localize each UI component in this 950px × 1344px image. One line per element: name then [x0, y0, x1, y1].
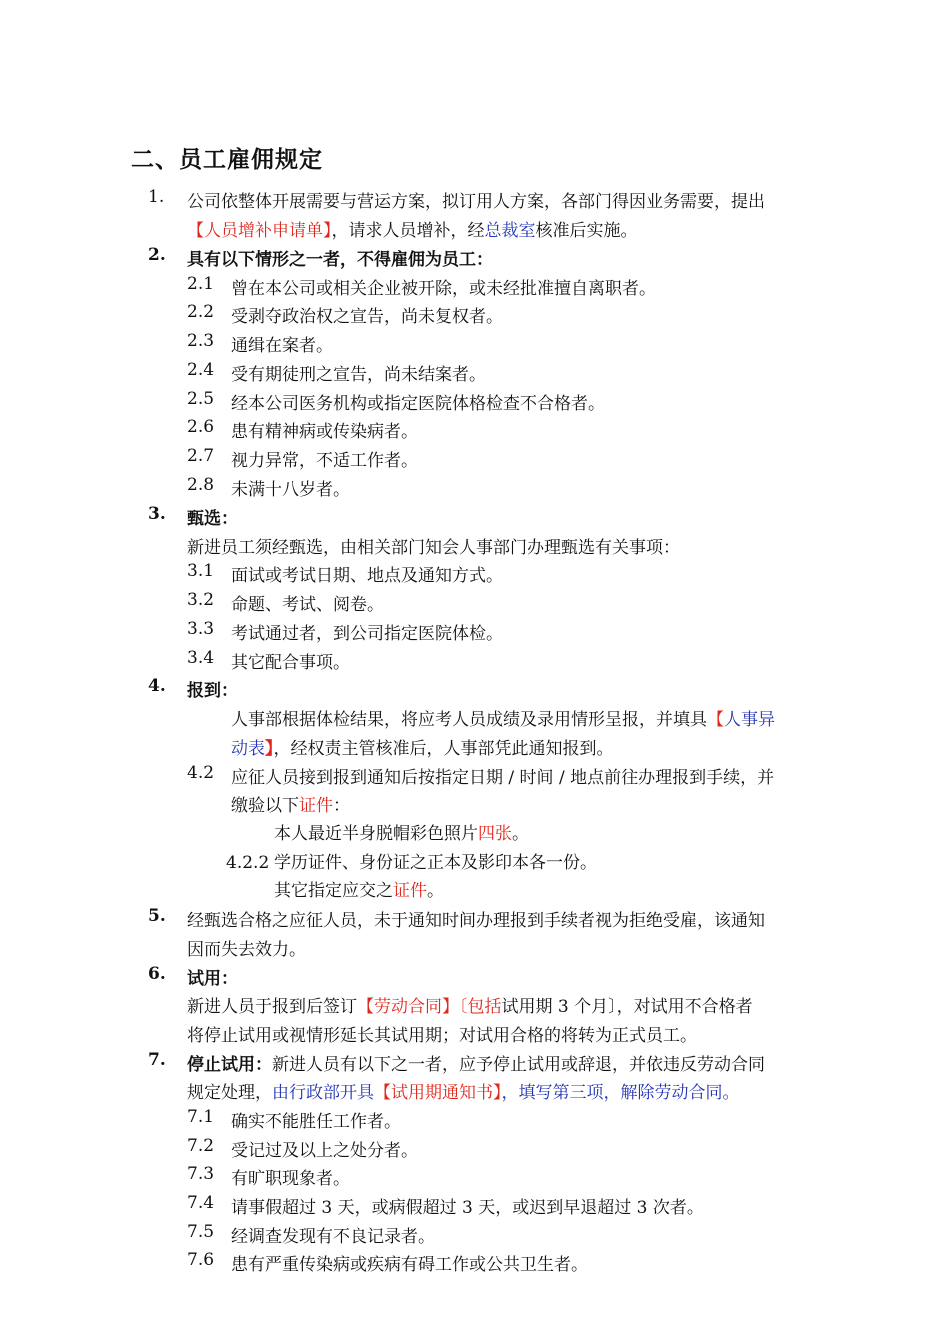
- s3-item-number: 3.1: [187, 561, 215, 581]
- s4-sub-text: 学历证件、身份证之正本及影印本各一份。: [274, 853, 597, 873]
- item-number-4: 4.: [148, 676, 166, 696]
- bracket-open: 【: [707, 710, 724, 730]
- s7-text: ，: [501, 1083, 519, 1103]
- s4-text: 人事部根据体检结果，将应考人员成绩及录用情形呈报，并填具: [231, 710, 707, 730]
- s2-item-text: 患有精神病或传染病者。: [231, 422, 418, 442]
- item-number-3: 3.: [148, 504, 166, 524]
- s4-item-number: 4.2: [187, 763, 215, 783]
- s7-item-number: 7.6: [187, 1250, 215, 1270]
- s5-line1: 经甄选合格之应征人员，未于通知时间办理报到手续者视为拒绝受雇，该通知: [187, 911, 765, 931]
- s4-text: 本人最近半身脱帽彩色照片: [274, 824, 478, 844]
- s2-item-text: 视力异常，不适工作者。: [231, 451, 418, 471]
- s7-text: 新进人员有以下之一者，应予停止试用或辞退，并依违反劳动合同: [272, 1055, 765, 1075]
- s7-line1: [187, 1050, 765, 1075]
- s6-text: 试用期 3 个月〕，对试用不合格者: [501, 997, 753, 1017]
- s6-line1: [187, 992, 753, 1017]
- item-number-2: 2.: [148, 245, 166, 265]
- s2-item-number: 2.2: [187, 302, 215, 322]
- s7-item-number: 7.5: [187, 1222, 215, 1242]
- form-name-personnel-change: 人事异: [724, 710, 775, 730]
- certificate-highlight: 证件: [299, 796, 333, 816]
- s5-line2: 因而失去效力。: [187, 940, 306, 960]
- s3-intro: 新进员工须经甄选，由相关部门知会人事部门办理甄选有关事项：: [187, 538, 680, 558]
- s7-item-text: 确实不能胜任工作者。: [231, 1112, 401, 1132]
- item-number-1: 1.: [148, 187, 165, 207]
- probation-notice-highlight: 【试用期通知书】: [374, 1083, 502, 1103]
- s4-text: ：: [333, 796, 350, 816]
- s3-item-text: 考试通过者，到公司指定医院体检。: [231, 624, 503, 644]
- s4-text: ，经权责主管核准后，人事部凭此通知报到。: [273, 739, 614, 759]
- s7-item-number: 7.4: [187, 1193, 215, 1213]
- s1-line1: 公司依整体开展需要与营运方案，拟订用人方案，各部门得因业务需要，提出: [187, 192, 765, 212]
- item-number-7: 7.: [148, 1050, 166, 1070]
- photo-count-highlight: 四张: [478, 824, 512, 844]
- president-office-link: 总裁室: [484, 221, 536, 241]
- s1-line2: [187, 216, 638, 241]
- s6-line2: 将停止试用或视情形延长其试用期；对试用合格的将转为正式员工。: [187, 1026, 697, 1046]
- s2-item-number: 2.5: [187, 389, 215, 409]
- s2-heading: 具有以下情形之一者，不得雇佣为员工：: [187, 250, 493, 270]
- s3-item-text: 命题、考试、阅卷。: [231, 595, 384, 615]
- s6-text: 新进人员于报到后签订: [187, 997, 357, 1017]
- s7-item-text: 患有严重传染病或疾病有碍工作或公共卫生者。: [231, 1255, 588, 1275]
- s7-line2: [187, 1078, 740, 1103]
- form-name-personnel-change-cont: 动表: [231, 739, 265, 759]
- s2-item-number: 2.4: [187, 360, 215, 380]
- s7-item-number: 7.2: [187, 1136, 215, 1156]
- s6-heading: 试用：: [187, 969, 238, 989]
- item-number-6: 6.: [148, 964, 166, 984]
- s7-item-text: 经调查发现有不良记录者。: [231, 1227, 435, 1247]
- s2-item-text: 未满十八岁者。: [231, 480, 350, 500]
- item-number-5: 5.: [148, 906, 166, 926]
- s4-photo-line: [274, 820, 529, 849]
- s2-item-number: 2.7: [187, 446, 215, 466]
- s2-item-number: 2.1: [187, 274, 215, 294]
- s4-heading: 报到：: [187, 681, 238, 701]
- s2-item-text: 受有期徒刑之宣告，尚未结案者。: [231, 365, 486, 385]
- certificate-highlight: 证件: [393, 881, 427, 901]
- s4-text: 缴验以下: [231, 796, 299, 816]
- s3-item-number: 3.3: [187, 619, 215, 639]
- s7-item-text: 请事假超过 3 天，或病假超过 3 天，或迟到早退超过 3 次者。: [231, 1198, 704, 1218]
- s3-item-text: 面试或考试日期、地点及通知方式。: [231, 566, 503, 586]
- terminate-contract-highlight: 填写第三项，解除劳动合同。: [518, 1083, 740, 1103]
- s1-line2-text: ，请求人员增补，经: [331, 221, 485, 241]
- s4-item-text-cont: [231, 791, 350, 816]
- s4-para1-line1: [231, 705, 775, 730]
- bracket-close: 】: [265, 739, 274, 759]
- s4-text: 。: [427, 881, 444, 901]
- s4-text: 其它指定应交之: [274, 881, 393, 901]
- s2-item-number: 2.3: [187, 331, 215, 351]
- s2-item-text: 经本公司医务机构或指定医院体格检查不合格者。: [231, 394, 605, 414]
- s4-sub-number: 4.2.2: [226, 853, 270, 873]
- s7-item-text: 受记过及以上之处分者。: [231, 1141, 418, 1161]
- s2-item-number: 2.8: [187, 475, 215, 495]
- s4-other-line: [274, 877, 444, 906]
- s2-item-number: 2.6: [187, 417, 215, 437]
- s4-text: 。: [512, 824, 529, 844]
- s2-item-text: 曾在本公司或相关企业被开除，或未经批准擅自离职者。: [231, 279, 656, 299]
- s1-line2-end: 核准后实施。: [535, 221, 638, 241]
- labor-contract-highlight: 【劳动合同】〔包括: [357, 997, 502, 1017]
- s7-item-number: 7.1: [187, 1107, 215, 1127]
- s7-item-text: 有旷职现象者。: [231, 1169, 350, 1189]
- s7-heading: 停止试用：: [187, 1055, 272, 1075]
- s4-para1-line2: [231, 734, 614, 759]
- s7-item-number: 7.3: [187, 1164, 215, 1184]
- section-title: 二、员工雇佣规定: [131, 147, 323, 173]
- s3-item-number: 3.4: [187, 648, 215, 668]
- s3-item-number: 3.2: [187, 590, 215, 610]
- s3-item-text: 其它配合事项。: [231, 653, 350, 673]
- s2-item-text: 通缉在案者。: [231, 336, 333, 356]
- admin-dept-highlight: 由行政部开具: [272, 1083, 374, 1103]
- s3-heading: 甄选：: [187, 509, 238, 529]
- form-name-staffing-request: 【人员增补申请单】: [187, 221, 332, 241]
- s7-text: 规定处理，: [187, 1083, 272, 1103]
- s4-item-text: 应征人员接到报到通知后按指定日期 / 时间 / 地点前往办理报到手续，并: [231, 768, 775, 788]
- s2-item-text: 受剥夺政治权之宣告，尚未复权者。: [231, 307, 503, 327]
